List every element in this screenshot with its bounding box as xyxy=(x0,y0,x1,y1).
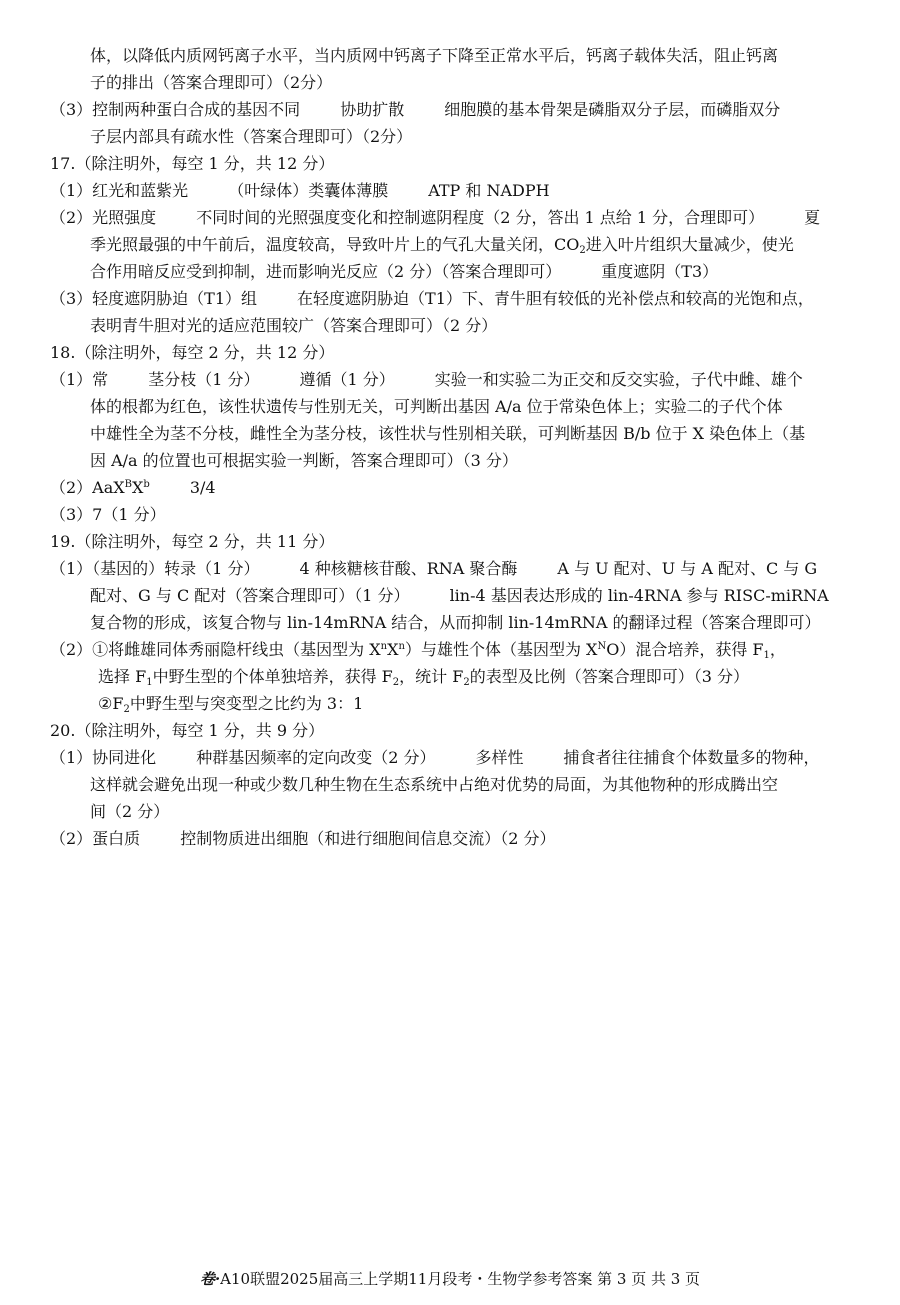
answer-18-3 xyxy=(50,501,870,528)
text: 中雄性全为茎不分枝，雌性全为茎分枝，该性状与性别相关联，可判断基因 B/b 位于 X 染色体上（基 xyxy=(90,424,806,443)
text-line xyxy=(50,447,870,474)
superscript: B xyxy=(124,479,133,490)
publisher-logo: 卷· xyxy=(199,1270,221,1288)
answer-17-1 xyxy=(50,177,870,204)
text: （3）轻度遮阴胁迫（T1）组 xyxy=(50,289,258,308)
text: 20.（除注明外，每空 1 分，共 9 分） xyxy=(50,721,325,740)
subscript: 1 xyxy=(146,677,153,688)
answer-19-1 xyxy=(50,555,870,582)
text-line xyxy=(50,663,870,690)
text: 不同时间的光照强度变化和控制遮阴程度（2 分，答出 1 点给 1 分，合理即可） xyxy=(196,208,765,227)
subscript: 2 xyxy=(123,704,130,715)
text: ATP 和 NADPH xyxy=(428,181,550,200)
text-line xyxy=(50,690,870,717)
text: 协助扩散 xyxy=(340,100,405,119)
text: （叶绿体）类囊体薄膜 xyxy=(228,181,389,200)
answer-20-1 xyxy=(50,744,870,771)
text: （1）（基因的）转录（1 分） xyxy=(50,559,260,578)
text: 进入叶片组织大量减少，使光 xyxy=(585,235,794,254)
text-line xyxy=(50,123,870,150)
text: X xyxy=(132,478,144,497)
text: lin-4 基因表达形成的 lin-4RNA 参与 RISC-miRNA xyxy=(449,586,829,605)
text: 配对、G 与 C 配对（答案合理即可）（1 分） xyxy=(90,586,410,605)
text: 体，以降低内质网钙离子水平，当内质网中钙离子下降至正常水平后，钙离子载体失活，阻止钙离 xyxy=(90,46,779,65)
text: ， xyxy=(769,640,786,659)
text-line xyxy=(50,231,870,258)
text-line xyxy=(50,609,870,636)
text: 这样就会避免出现一种或少数几种生物在生态系统中占绝对优势的局面，为其他物种的形成腾出空 xyxy=(90,775,779,794)
answer-18-2 xyxy=(50,474,870,501)
answer-17-2 xyxy=(50,204,870,231)
text: 的表型及比例（答案合理即可）（3 分） xyxy=(469,667,750,686)
footer-text: A10联盟2025届高三上学期11月段考・生物学参考答案 第 3 页 共 3 页 xyxy=(220,1270,701,1288)
answer-17-3 xyxy=(50,285,870,312)
text-line xyxy=(50,393,870,420)
question-18-header xyxy=(50,339,870,366)
text: 18.（除注明外，每空 2 分，共 12 分） xyxy=(50,343,335,362)
text: 中野生型的个体单独培养，获得 F xyxy=(152,667,393,686)
text: 选择 F xyxy=(98,667,147,686)
text: 细胞膜的基本骨架是磷脂双分子层，而磷脂双分 xyxy=(444,100,781,119)
text-line xyxy=(50,582,870,609)
text-line xyxy=(50,312,870,339)
subscript: 2 xyxy=(463,677,470,688)
text: 表明青牛胆对光的适应范围较广（答案合理即可）（2 分） xyxy=(90,316,498,335)
subscript: 2 xyxy=(579,245,586,256)
text: 夏 xyxy=(804,208,821,227)
answer-16-3 xyxy=(50,96,870,123)
text-line xyxy=(50,42,870,69)
text: 子层内部具有疏水性（答案合理即可）（2分） xyxy=(90,127,413,146)
question-17-header xyxy=(50,150,870,177)
text: 实验一和实验二为正交和反交实验，子代中雌、雄个 xyxy=(434,370,803,389)
text: 在轻度遮阴胁迫（T1）下、青牛胆有较低的光补偿点和较高的光饱和点， xyxy=(297,289,814,308)
text-line xyxy=(50,771,870,798)
text: 遵循（1 分） xyxy=(299,370,395,389)
text: 种群基因频率的定向改变（2 分） xyxy=(196,748,436,767)
answer-19-2 xyxy=(50,636,870,663)
text: 体的根都为红色，该性状遗传与性别无关，可判断出基因 A/a 位于常染色体上；实验二的子代个体 xyxy=(90,397,783,416)
text: 4 种核糖核苷酸、RNA 聚合酶 xyxy=(299,559,518,578)
superscript: b xyxy=(143,479,150,490)
text: ②F xyxy=(98,694,124,713)
answer-20-2 xyxy=(50,825,870,852)
text-line xyxy=(50,798,870,825)
text: 合作用暗反应受到抑制，进而影响光反应（2 分）（答案合理即可） xyxy=(90,262,562,281)
answer-18-1 xyxy=(50,366,870,393)
text: 茎分枝（1 分） xyxy=(148,370,260,389)
text: 间（2 分） xyxy=(90,802,170,821)
text: （2）蛋白质 xyxy=(50,829,141,848)
text: 中野生型与突变型之比约为 3：1 xyxy=(129,694,364,713)
text: （2）①将雌雄同体秀丽隐杆线虫（基因型为 X xyxy=(50,640,381,659)
question-19-header xyxy=(50,528,870,555)
text: 重度遮阴（T3） xyxy=(601,262,719,281)
text: （1）常 xyxy=(50,370,109,389)
text: （1）协同进化 xyxy=(50,748,157,767)
text: A 与 U 配对、U 与 A 配对、C 与 G xyxy=(557,559,818,578)
text-line xyxy=(50,258,870,285)
page-footer xyxy=(0,1268,900,1289)
subscript: 2 xyxy=(392,677,400,688)
text: （2）光照强度 xyxy=(50,208,157,227)
answer-content xyxy=(50,42,870,852)
text: 3/4 xyxy=(189,478,216,497)
text: （3）控制两种蛋白合成的基因不同 xyxy=(50,100,301,119)
text: 季光照最强的中午前后，温度较高，导致叶片上的气孔大量关闭，CO xyxy=(90,235,580,254)
text: 19.（除注明外，每空 2 分，共 11 分） xyxy=(50,532,335,551)
text: （1）红光和蓝紫光 xyxy=(50,181,189,200)
text: 多样性 xyxy=(475,748,524,767)
text: 控制物质进出细胞（和进行细胞间信息交流）（2 分） xyxy=(180,829,556,848)
text: 因 A/a 的位置也可根据实验一判断，答案合理即可）（3 分） xyxy=(90,451,518,470)
text: ，统计 F xyxy=(399,667,464,686)
question-20-header xyxy=(50,717,870,744)
text: ）与雄性个体（基因型为 X xyxy=(404,640,598,659)
text: O）混合培养，获得 F xyxy=(606,640,764,659)
subscript: 1 xyxy=(763,650,770,661)
text: 复合物的形成，该复合物与 lin-14mRNA 结合，从而抑制 lin-14mRNA 的翻译过程（答案合理即可） xyxy=(90,613,821,632)
text-line xyxy=(50,69,870,96)
text-line xyxy=(50,420,870,447)
text: （3）7（1 分） xyxy=(50,505,166,524)
superscript: n xyxy=(398,641,405,652)
superscript: n xyxy=(380,641,388,652)
text: 子的排出（答案合理即可）（2分） xyxy=(90,73,333,92)
text: （2）AaX xyxy=(50,478,125,497)
text: 17.（除注明外，每空 1 分，共 12 分） xyxy=(50,154,335,173)
text: 捕食者往往捕食个体数量多的物种， xyxy=(563,748,820,767)
superscript: N xyxy=(597,641,607,652)
text: X xyxy=(387,640,399,659)
